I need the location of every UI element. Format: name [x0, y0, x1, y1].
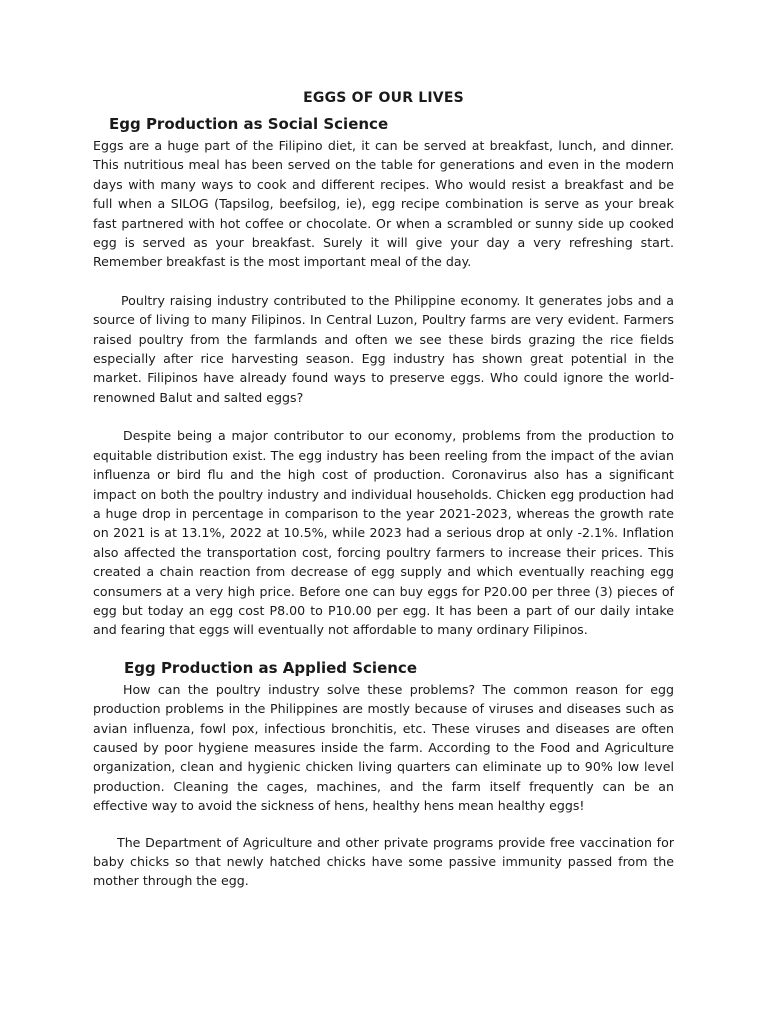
- paragraph: Despite being a major contributor to our economy, problems from the production to equitable distribution exist. The egg industry has been reeling from the impact of the avian influenza or bird flu and the high cost of production. Coronavirus also has a significant impact on both the poultry industry and individual households. Chicken egg production had a huge drop in percentage in comparison to the year 2021-2023, whereas the growth rate on 2021 is at 13.1%, 2022 at 10.5%, while 2023 had a serious drop at only -2.1%. Inflation also affected the transportation cost, forcing poultry farmers to increase their prices. This created a chain reaction from decrease of egg supply and which eventually reaching egg consumers at a very high price. Before one can buy eggs for P20.00 per three (3) pieces of egg but today an egg cost P8.00 to P10.00 per egg. It has been a part of our daily intake and fearing that eggs will eventually not affordable to many ordinary Filipinos.: [93, 428, 674, 638]
- section-heading-applied-science: Egg Production as Applied Science: [124, 658, 417, 677]
- paragraph: The Department of Agriculture and other private programs provide free vaccination for baby chicks so that newly hatched chicks have some passive immunity passed from the mother through the egg.: [93, 834, 674, 889]
- section-heading-social-science: Egg Production as Social Science: [109, 115, 389, 133]
- document-title: EGGS OF OUR LIVES: [303, 90, 464, 106]
- paragraph-spacer: [93, 272, 674, 291]
- paragraph-spacer: [93, 816, 674, 833]
- paragraph: How can the poultry industry solve these problems? The common reason for egg production problems in the Philippines are mostly because of viruses and diseases such as avian influenza, fowl pox, infectious bronchitis, etc. These viruses and diseases are often caused by poor hygiene measures inside the farm. According to the Food and Agriculture organization, clean and hygienic chicken living quarters can eliminate up to 90% low level production. Cleaning the cages, machines, and the farm itself frequently can be an effective way to avoid the sickness of hens, healthy hens mean healthy eggs!: [93, 681, 674, 814]
- paragraph-spacer: [93, 407, 674, 426]
- paragraph: Poultry raising industry contributed to the Philippine economy. It generates jobs and a source of living to many Filipinos. In Central Luzon, Poultry farms are very evident. Farmers raised poultry from the farmlands and often we see these birds grazing the rice fields especially after rice harvesting season. Egg industry has shown great potential in the market. Filipinos have already found ways to preserve eggs. Who could ignore the world-renowned Balut and salted eggs?: [93, 292, 674, 405]
- paragraph: Eggs are a huge part of the Filipino diet, it can be served at breakfast, lunch, and dinner. This nutritious meal has been served on the table for generations and even in the modern days with many ways to cook and different recipes. Who would resist a breakfast and be full when a SILOG (Tapsilog, beefsilog, ie), egg recipe combination is serve as your break fast partnered with hot coffee or chocolate. Or when a scrambled or sunny side up cooked egg is served as your breakfast. Surely it will give your day a very refreshing start. Remember breakfast is the most important meal of the day.: [93, 138, 674, 270]
- document-page: [93, 86, 674, 891]
